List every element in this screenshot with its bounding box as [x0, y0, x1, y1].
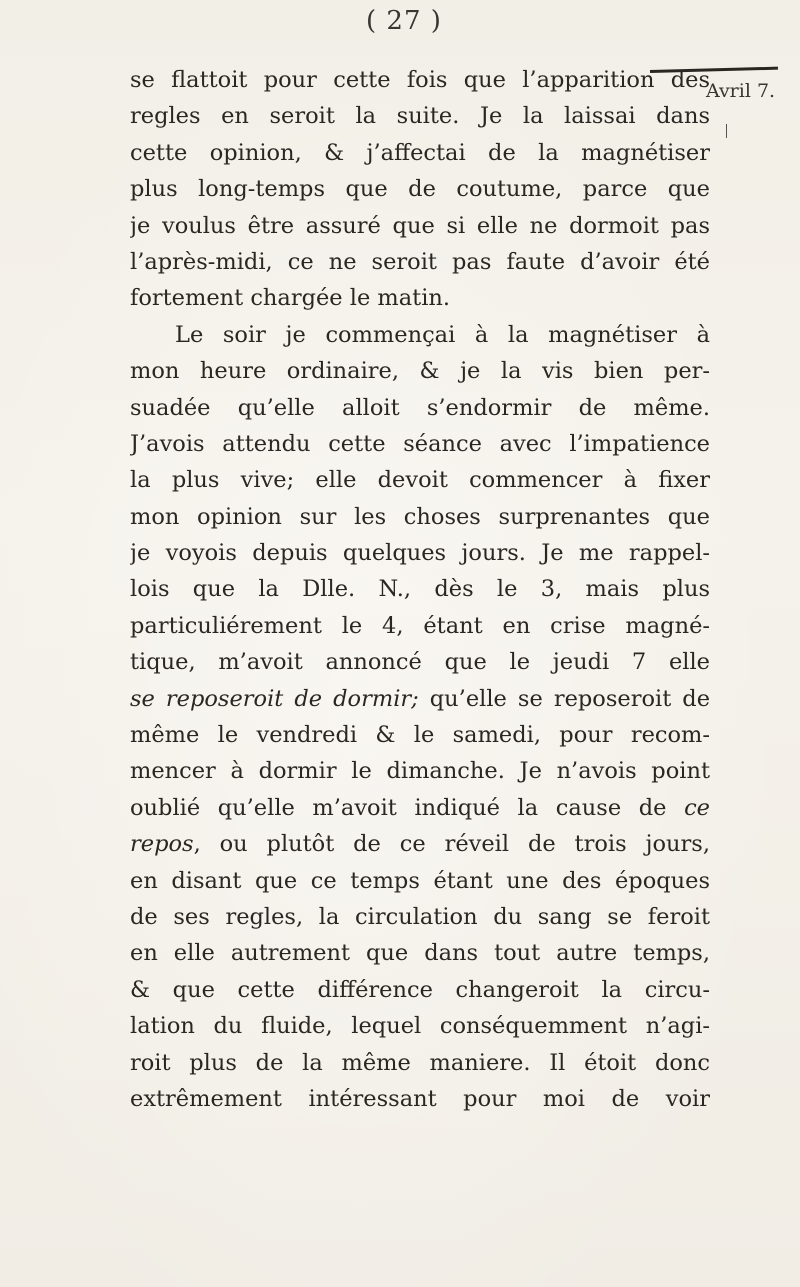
text-line: cette opinion, & j’affectai de la magnétiser	[130, 139, 710, 166]
body-text	[130, 62, 710, 1117]
text-line: en elle autrement que dans tout autre temps,	[130, 940, 710, 967]
text-run: oublié qu’elle m’avoit indiqué la cause de	[130, 794, 685, 821]
text-line: extrêmement intéressant pour moi de voir	[130, 1085, 710, 1112]
text-line: en disant que ce temps étant une des époques	[130, 867, 710, 894]
text-line: mon heure ordinaire, & je la vis bien per-	[130, 358, 710, 385]
italic-run: repos	[130, 831, 194, 858]
text-line: fortement chargée le matin.	[130, 285, 451, 312]
page-number: ( 27 )	[366, 6, 442, 36]
text-run: , ou plutôt de ce réveil de trois jours,	[193, 831, 710, 858]
text-line-italic	[130, 790, 710, 826]
text-line: particuliérement le 4, étant en crise magné-	[130, 612, 710, 639]
margin-note-date: Avril 7.	[706, 80, 776, 102]
text-line: & que cette différence changeroit la circu-	[130, 976, 710, 1003]
text-line: de ses regles, la circulation du sang se feroit	[130, 903, 710, 930]
text-line: plus long-temps que de coutume, parce que	[130, 176, 710, 203]
text-line: lois que la Dlle. N., dès le 3, mais plus	[130, 576, 710, 603]
margin-tick-mark	[726, 124, 727, 138]
italic-run: ce	[684, 794, 710, 821]
text-line: suadée qu’elle alloit s’endormir de même.	[130, 394, 710, 421]
text-line: tique, m’avoit annoncé que le jeudi 7 elle	[130, 649, 710, 676]
text-line: J’avois attendu cette séance avec l’impatience	[130, 430, 710, 457]
italic-run: se reposeroit de dormir;	[130, 685, 419, 712]
text-line-italic	[130, 681, 710, 717]
text-line-italic	[130, 826, 710, 862]
text-line: regles en seroit la suite. Je la laissai dans	[130, 103, 710, 130]
paragraph-start-line: Le soir je commençai à la magnétiser à	[175, 321, 710, 348]
text-line: roit plus de la même maniere. Il étoit donc	[130, 1049, 710, 1076]
text-line: lation du fluide, lequel conséquemment n’agi-	[130, 1013, 710, 1040]
text-line: se flattoit pour cette fois que l’apparition des	[130, 67, 710, 93]
text-line: mon opinion sur les choses surprenantes que	[130, 503, 710, 530]
text-line: je voulus être assuré que si elle ne dormoit pas	[130, 212, 710, 239]
text-line: mencer à dormir le dimanche. Je n’avois point	[130, 758, 710, 785]
text-line: l’après-midi, ce ne seroit pas faute d’avoir été	[130, 248, 710, 275]
text-line: la plus vive; elle devoit commencer à fixer	[130, 467, 710, 494]
text-line: je voyois depuis quelques jours. Je me rappel-	[130, 540, 710, 567]
text-run: qu’elle se reposeroit de	[418, 685, 710, 712]
text-line: même le vendredi & le samedi, pour recom-	[130, 722, 710, 749]
